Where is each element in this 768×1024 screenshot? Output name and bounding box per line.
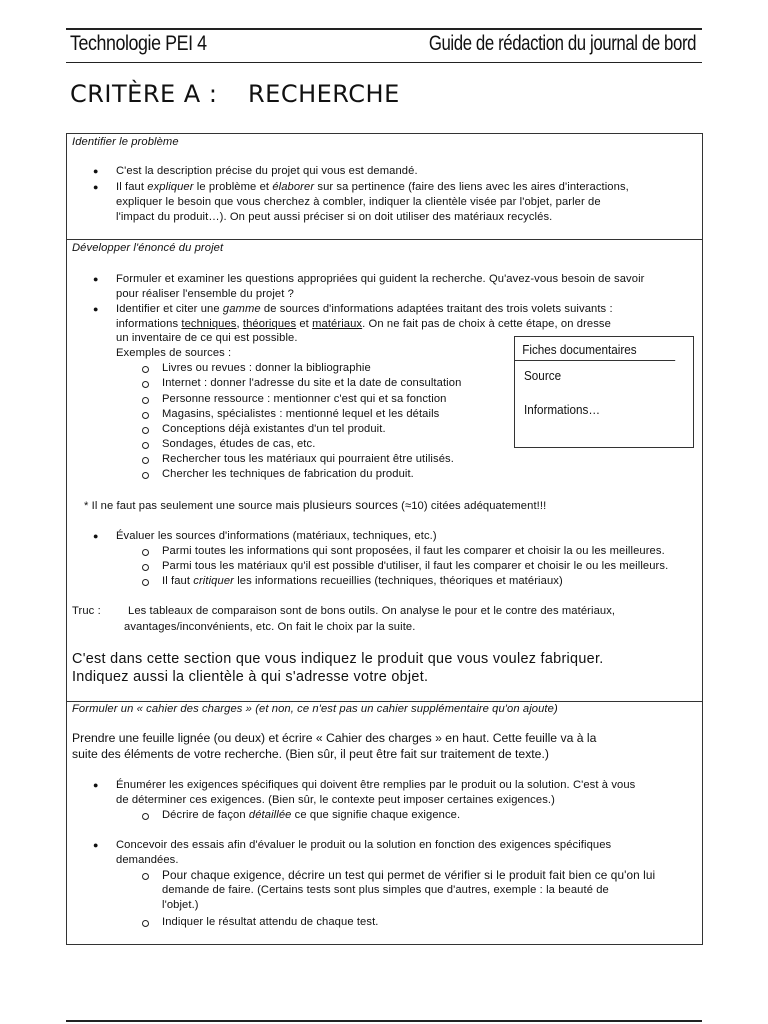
bullet-icon: ●	[93, 166, 99, 176]
bullet-icon: ●	[93, 274, 99, 284]
example-item: Livres ou revues : donner la bibliographie	[162, 362, 371, 374]
circle-bullet-icon	[142, 472, 149, 479]
sub-item: Pour chaque exigence, décrire un test qui permet de vérifier si le produit fait bien ce qu'on lui	[162, 868, 656, 882]
section-title: Développer l'énoncé du projet	[72, 242, 224, 254]
important-note: C'est dans cette section que vous indiquez le produit que vous voulez fabriquer.	[72, 651, 604, 667]
bullet-text: Identifier et citer une gamme de sources d'informations adaptées traitant des trois volets suivants :	[116, 303, 613, 315]
section-title: Formuler un « cahier des charges » (et non, ce n'est pas un cahier supplémentaire qu'on ajoute)	[72, 703, 558, 715]
sub-item: l'objet.)	[162, 899, 199, 911]
circle-bullet-icon	[142, 920, 149, 927]
circle-bullet-icon	[142, 457, 149, 464]
bullet-text: expliquer le besoin que vous cherchez à combler, indiquer la clientèle visée par l'objet, parler de	[116, 196, 601, 208]
bullet-text: Il faut expliquer le problème et élaborer sur sa pertinence (faire des liens avec les aires d'interactions,	[116, 181, 629, 193]
example-item: Chercher les techniques de fabrication du produit.	[162, 468, 414, 480]
fiche-info: Informations…	[524, 402, 601, 417]
example-item: Magasins, spécialistes : mentionné lequel et les détails	[162, 408, 440, 420]
bullet-text: de déterminer ces exigences. (Bien sûr, le contexte peut imposer certaines exigences.)	[116, 794, 555, 806]
sources-note: * Il ne faut pas seulement une source mais plusieurs sources (≈10) citées adéquatement!!!	[84, 498, 547, 512]
criterion-name: RECHERCHE	[248, 80, 400, 108]
bullet-text: Concevoir des essais afin d'évaluer le produit ou la solution en fonction des exigences spécifiques	[116, 839, 612, 851]
footer-rule	[66, 1020, 702, 1022]
bullet-icon: ●	[93, 531, 99, 541]
fiche-title: Fiches documentaires	[515, 337, 675, 361]
bullet-icon: ●	[93, 840, 99, 850]
examples-title: Exemples de sources :	[116, 347, 232, 359]
header-guide-title: Guide de rédaction du journal de bord	[428, 32, 696, 55]
truc-text: avantages/inconvénients, etc. On fait le choix par la suite.	[124, 621, 416, 633]
fiche-source: Source	[524, 368, 562, 383]
example-item: Internet : donner l'adresse du site et la date de consultation	[162, 377, 462, 389]
bullet-text: C'est la description précise du projet qui vous est demandé.	[116, 165, 418, 177]
circle-bullet-icon	[142, 381, 149, 388]
bullet-text: Évaluer les sources d'informations (matériaux, techniques, etc.)	[116, 530, 437, 542]
circle-bullet-icon	[142, 427, 149, 434]
sub-item: Indiquer le résultat attendu de chaque test.	[162, 916, 379, 928]
bullet-icon: ●	[93, 182, 99, 192]
example-item: Sondages, études de cas, etc.	[162, 438, 316, 450]
example-item: Conceptions déjà existantes d'un tel produit.	[162, 423, 386, 435]
bullet-text: l'impact du produit…). On peut aussi préciser si on doit utiliser des matériaux recyclés.	[116, 211, 553, 223]
bullet-text: Formuler et examiner les questions appropriées qui guident la recherche. Qu'avez-vous besoin de savoir	[116, 273, 645, 285]
paragraph: suite des éléments de votre recherche. (Bien sûr, il peut être fait sur traitement de texte.)	[72, 747, 549, 761]
circle-bullet-icon	[142, 397, 149, 404]
truc-label: Truc :	[72, 605, 101, 617]
bullet-icon: ●	[93, 780, 99, 790]
circle-bullet-icon	[142, 366, 149, 373]
bullet-text: informations techniques, théoriques et matériaux. On ne fait pas de choix à cette étape, on dresse	[116, 318, 611, 330]
paragraph: Prendre une feuille lignée (ou deux) et écrire « Cahier des charges » en haut. Cette feuille va à la	[72, 731, 597, 745]
fiches-documentaires-box	[514, 336, 694, 448]
section-title: Identifier le problème	[72, 136, 179, 148]
important-note: Indiquez aussi la clientèle à qui s'adresse votre objet.	[72, 669, 429, 685]
bullet-text: un inventaire de ce qui est possible.	[116, 332, 298, 344]
example-item: Rechercher tous les matériaux qui pourraient être utilisés.	[162, 453, 454, 465]
eval-sub-item: Il faut critiquer les informations recueillies (techniques, théoriques et matériaux)	[162, 575, 563, 587]
circle-bullet-icon	[142, 579, 149, 586]
eval-sub-item: Parmi toutes les informations qui sont proposées, il faut les comparer et choisir la ou les meilleures.	[162, 545, 665, 557]
criterion-label: CRITÈRE A :	[70, 80, 218, 108]
page-header	[66, 28, 702, 63]
bullet-icon: ●	[93, 304, 99, 314]
sub-item: demande de faire. (Certains tests sont plus simples que d'autres, exemple : la beauté de	[162, 884, 609, 896]
example-item: Personne ressource : mentionner c'est qui et sa fonction	[162, 393, 447, 405]
header-course: Technologie PEI 4	[70, 32, 207, 55]
circle-bullet-icon	[142, 813, 149, 820]
circle-bullet-icon	[142, 564, 149, 571]
circle-bullet-icon	[142, 873, 149, 880]
circle-bullet-icon	[142, 549, 149, 556]
truc-text: Les tableaux de comparaison sont de bons outils. On analyse le pour et le contre des matériaux,	[128, 605, 616, 617]
eval-sub-item: Parmi tous les matériaux qu'il est possible d'utiliser, il faut les comparer et choisir le ou les meilleurs.	[162, 560, 669, 572]
criterion-title	[70, 80, 400, 108]
bullet-text: pour réaliser l'ensemble du projet ?	[116, 288, 294, 300]
circle-bullet-icon	[142, 412, 149, 419]
bullet-text: Énumérer les exigences spécifiques qui doivent être remplies par le produit ou la solution. C'est à vous	[116, 779, 636, 791]
sub-item: Décrire de façon détaillée ce que signifie chaque exigence.	[162, 809, 461, 821]
bullet-text: demandées.	[116, 854, 179, 866]
circle-bullet-icon	[142, 442, 149, 449]
